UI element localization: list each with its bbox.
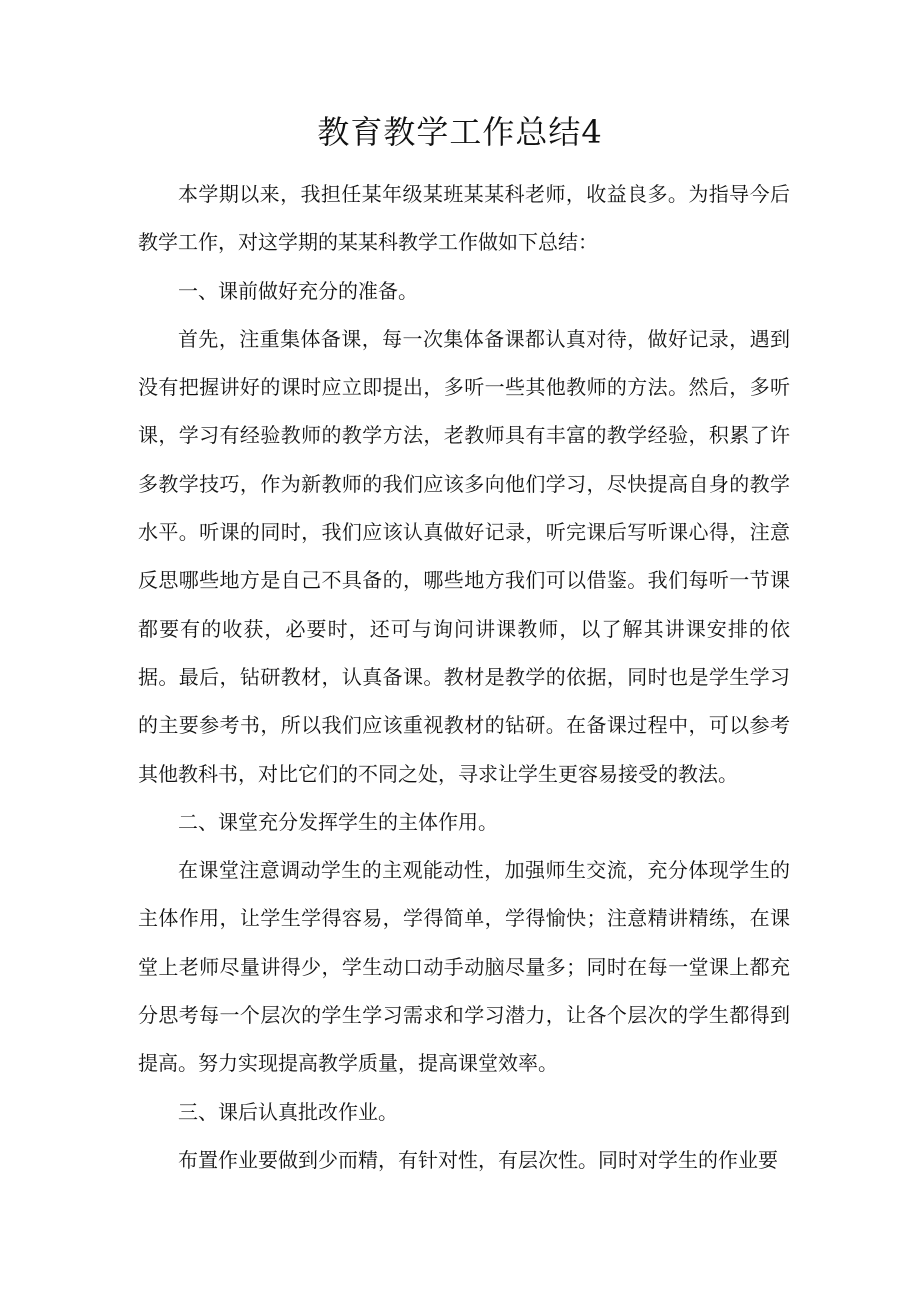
section-heading-1: 一、课前做好充分的准备。 <box>178 278 418 303</box>
section-heading-2: 二、课堂充分发挥学生的主体作用。 <box>178 809 498 834</box>
section-3-paragraph: 布置作业要做到少而精，有针对性，有层次性。同时对学生的作业要 <box>178 1147 778 1172</box>
section-2-paragraph: 在课堂注意调动学生的主观能动性，加强师生交流，充分体现学生的主体作用，让学生学得容易，学得简单，学得愉快；注意精讲精练，在课堂上老师尽量讲得少，学生动口动手动脑尽量多；同时在每一堂课上都充分思考每一个层次的学生学习需求和学习潜力，让各个层次的学生都得到提高。努力实现提高教学质量，提高课堂效率。 <box>138 858 790 1076</box>
intro-paragraph: 本学期以来，我担任某年级某班某某科老师，收益良多。为指导今后教学工作，对这学期的某某科教学工作做如下总结： <box>138 182 790 255</box>
section-heading-3: 三、课后认真批改作业。 <box>178 1099 398 1124</box>
document-title: 教育教学工作总结4 <box>317 113 603 151</box>
document-body <box>138 170 790 1184</box>
section-1-paragraph: 首先，注重集体备课，每一次集体备课都认真对待，做好记录，遇到没有把握讲好的课时应立即提出，多听一些其他教师的方法。然后，多听课，学习有经验教师的教学方法，老教师具有丰富的教学经验，积累了许多教学技巧，作为新教师的我们应该多向他们学习，尽快提高自身的教学水平。听课的同时，我们应该认真做好记录，听完课后写听课心得，注意反思哪些地方是自己不具备的，哪些地方我们可以借鉴。我们每听一节课都要有的收获，必要时，还可与询问讲课教师，以了解其讲课安排的依据。最后，钻研教材，认真备课。教材是教学的依据，同时也是学生学习的主要参考书，所以我们应该重视教材的钻研。在备课过程中，可以参考其他教科书，对比它们的不同之处，寻求让学生更容易接受的教法。 <box>138 326 790 786</box>
